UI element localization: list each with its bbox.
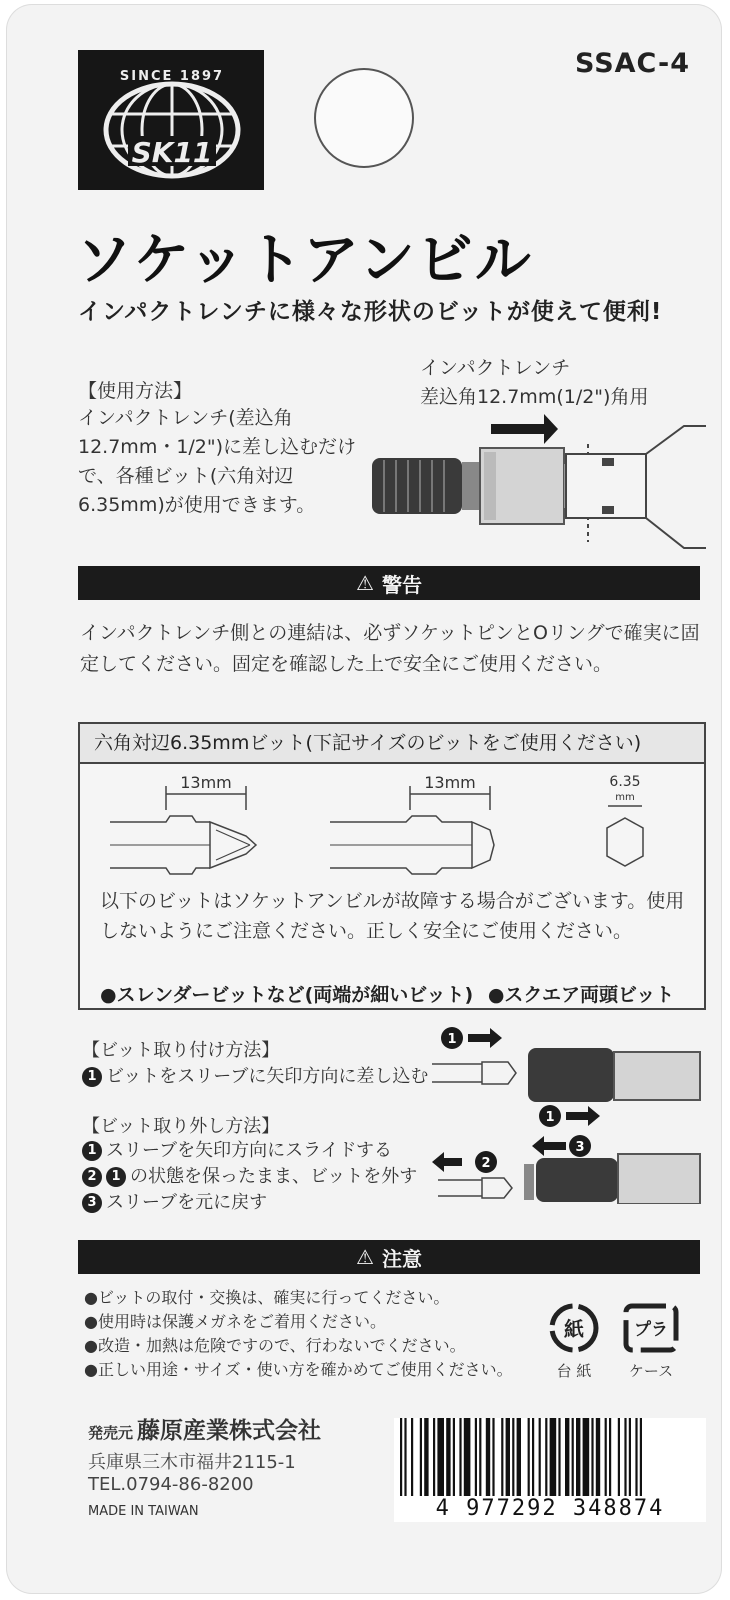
bit-size-box (78, 722, 706, 1010)
paper-label: 台 紙 (556, 1362, 592, 1380)
plastic-recycle-icon (620, 1300, 682, 1356)
barcode-number: 4 977292 348874 (394, 1496, 706, 1521)
seller-name: 藤原産業株式会社 (137, 1418, 322, 1444)
detach-steps (82, 1138, 417, 1216)
bit-dim1-label: 13mm (180, 773, 232, 792)
logo-sk11-text: SK11 (131, 136, 213, 169)
detach-illustration (432, 1104, 712, 1204)
step2-marker-icon: 2 (82, 1167, 102, 1187)
sk11-logo (78, 50, 264, 190)
step1-marker-icon: 1 (106, 1167, 126, 1187)
barcode-bars (394, 1418, 706, 1498)
plastic-mark-text: プラ (634, 1320, 668, 1340)
attach-heading: 【ビット取り付け方法】 (82, 1040, 280, 1061)
bit-dim3-value: 6.35 (609, 774, 641, 790)
wrench-note (420, 354, 648, 412)
seller-label: 発売元 (88, 1424, 134, 1442)
paper-mark-text: 紙 (564, 1317, 584, 1341)
bit-box-item1: ●スレンダービットなど(両端が細いビット) (100, 984, 474, 1006)
step3-marker-icon: 3 (82, 1193, 102, 1213)
detach-step2-text: の状態を保ったまま、ビットを外す (130, 1166, 418, 1187)
caution-list (84, 1286, 513, 1382)
paper-recycle-icon (544, 1300, 604, 1356)
detach-step3 (82, 1190, 417, 1216)
package-card (6, 4, 722, 1594)
attach-illustration (432, 1024, 712, 1108)
paper-recycle-mark (544, 1300, 604, 1381)
detach-step2 (82, 1164, 417, 1190)
logo-since-text: SINCE 1897 (119, 69, 225, 84)
plastic-recycle-mark (620, 1300, 682, 1381)
caution-triangle-icon: ⚠ (356, 1245, 374, 1269)
model-number: SSAC-4 (574, 48, 690, 79)
product-title: ソケットアンビル (76, 228, 533, 293)
warning-body: インパクトレンチ側との連結は、必ずソケットピンとOリングで確実に固定してください。固定を確認した上で安全にご使用ください。 (80, 622, 700, 675)
caution-banner (78, 1240, 700, 1274)
seller-tel: TEL.0794-86-8200 (88, 1474, 254, 1495)
detach-step3-text: スリーブを元に戻す (106, 1192, 268, 1213)
wrench-note-line1: インパクトレンチ (420, 357, 571, 379)
step1-marker-icon: 1 (82, 1067, 102, 1087)
attach-marker-1: 1 (447, 1032, 457, 1047)
caution-heading: 注意 (381, 1246, 422, 1271)
detach-step1-text: スリーブを矢印方向にスライドする (106, 1140, 393, 1161)
detach-marker-2: 2 (481, 1156, 491, 1171)
bit-box-body: 以下のビットはソケットアンビルが故障する場合がございます。使用しないようにご注意ください。正しく安全にご使用ください。 (100, 890, 685, 942)
usage-heading: 【使用方法】 (78, 380, 193, 402)
bit-dimension-diagram (110, 768, 690, 884)
warning-heading: 警告 (381, 572, 422, 597)
caution-item: ●改造・加熱は危険ですので、行わないでください。 (84, 1336, 466, 1355)
socket-anvil-illustration (366, 414, 706, 554)
detach-marker-1: 1 (545, 1110, 555, 1125)
usage-body: インパクトレンチ(差込角12.7mm・1/2")に差し込むだけで、各種ビット(六角対辺6.35mm)が使用できます。 (78, 407, 357, 516)
caution-item: ●正しい用途・サイズ・使い方を確かめてご使用ください。 (84, 1360, 513, 1379)
attach-step1 (82, 1062, 428, 1088)
hang-hole (314, 68, 414, 168)
bit-size-heading: 六角対辺6.35mmビット(下記サイズのビットをご使用ください) (80, 724, 704, 764)
seller-address: 兵庫県三木市福井2115-1 (88, 1452, 296, 1473)
bit-box-item2: ●スクエア両頭ビット (487, 984, 675, 1006)
attach-step1-text: ビットをスリーブに矢印方向に差し込む (106, 1066, 429, 1087)
warning-banner (78, 566, 700, 600)
bit-dim2-label: 13mm (424, 773, 476, 792)
bit-box-list (100, 980, 700, 1007)
detach-heading: 【ビット取り外し方法】 (82, 1116, 280, 1137)
detach-step1 (82, 1138, 417, 1164)
plastic-label: ケース (628, 1362, 674, 1380)
made-in-label: MADE IN TAIWAN (88, 1504, 199, 1519)
product-subtitle: インパクトレンチに様々な形状のビットが使えて便利! (78, 299, 663, 325)
warning-triangle-icon: ⚠ (356, 571, 374, 595)
wrench-note-line2: 差込角12.7mm(1/2")角用 (420, 386, 649, 408)
step1-marker-icon: 1 (82, 1141, 102, 1161)
detach-marker-3: 3 (575, 1140, 585, 1155)
caution-item: ●使用時は保護メガネをご着用ください。 (84, 1312, 386, 1331)
bit-dim3-unit: mm (615, 792, 635, 803)
caution-item: ●ビットの取付・交換は、確実に行ってください。 (84, 1288, 450, 1307)
seller-line (88, 1412, 321, 1445)
